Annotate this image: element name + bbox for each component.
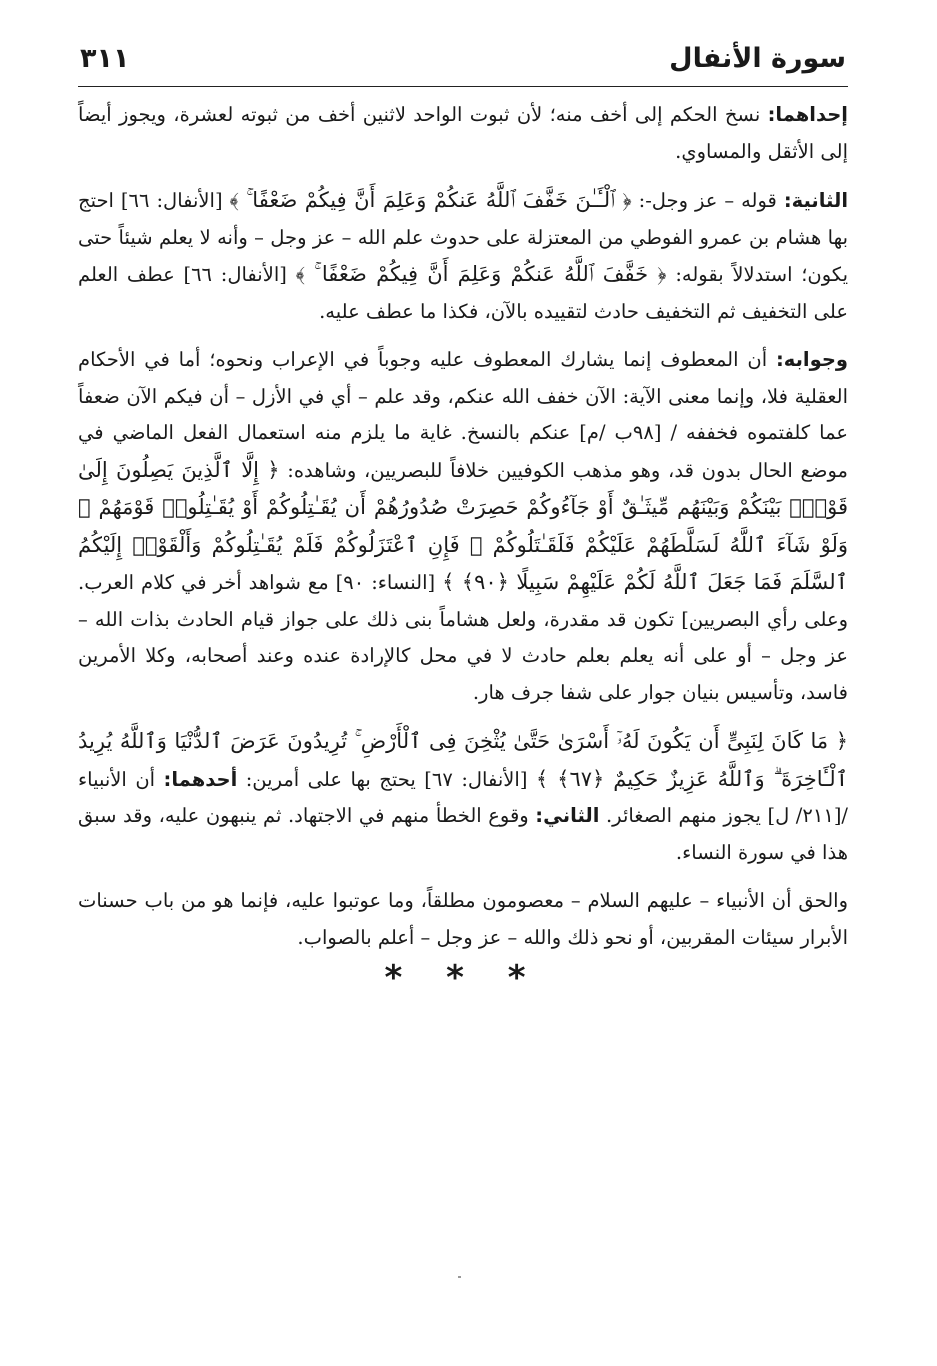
- surah-title: سورة الأنفال: [669, 42, 846, 74]
- page-body: [78, 87, 848, 998]
- paragraph-lead: الثانية:: [783, 189, 849, 212]
- page-header: [78, 30, 848, 87]
- paragraph-1: [78, 97, 848, 170]
- paragraph-text: والحق أن الأنبياء – عليهم السلام – معصومون مطلقاً، وما عوتبوا عليه، فإنما هو من باب حسنات الأبرار سيئات المقربين، أو نحو ذلك والله – عز وجل – أعلم بالصواب.: [78, 889, 848, 949]
- paragraph-text: نسخ الحكم إلى أخف منه؛ لأن ثبوت الواحد لاثنين أخف من ثبوته لعشرة، ويجوز أيضاً إلى الأثقل والمساوي.: [78, 103, 848, 163]
- paragraph-2: [78, 182, 848, 330]
- paragraph-lead: الثاني:: [535, 804, 600, 827]
- paragraph-5: [78, 883, 848, 956]
- paragraph-text: أن الأنبياء /[٢١١/ ل] يجوز منهم الصغائر.: [78, 767, 848, 827]
- paragraph-text: [النساء: ٩٠] مع شواهد أخر في كلام العرب. وعلى رأي البصريين] تكون قد مقدرة، ولعل هشاماً بنى ذلك على جواز قيام الحادث بذات الله – عز وجل – أو على أنه يعلم بعلم حادث لا في محل كالإرادة عنده وعند أصحابه، وكلا الأمرين فاسد، وتأسيس بنيان جوار على شفا جرف هار.: [78, 571, 848, 704]
- page-number: ٣١١: [80, 42, 130, 74]
- quran-verse: ﴿ ٱلْـَٔـٰنَ خَفَّفَ ٱللَّهُ عَنكُمْ وَعَلِمَ أَنَّ فِيكُمْ ضَعْفًا ۚ ﴾: [229, 188, 632, 212]
- paragraph-text: [الأنفال: ٦٦] عطف العلم على التخفيف ثم التخفيف حادث لتقييده بالآن، فكذا ما عطف عليه.: [78, 263, 848, 323]
- section-separator: * * *: [384, 958, 542, 998]
- quran-verse: ﴿ مَا كَانَ لِنَبِىٍّ أَن يَكُونَ لَهُۥٓ أَسْرَىٰ حَتَّىٰ يُثْخِنَ فِى ٱلْأَرْضِ ۚ تُرِيدُونَ عَرَضَ ٱلدُّنْيَا وَٱللَّهُ يُرِيدُ ٱلْـَٔاخِرَةَ ۗ وَٱللَّهُ عَزِيزٌ حَكِيمٌ ﴿٦٧﴾ ﴾: [78, 729, 848, 791]
- quran-verse: ﴿ إِلَّا ٱلَّذِينَ يَصِلُونَ إِلَىٰ قَوْمٍۭ بَيْنَكُمْ وَبَيْنَهُم مِّيثَـٰقٌ أَوْ جَآءُوكُمْ حَصِرَتْ صُدُورُهُمْ أَن يُقَـٰتِلُوكُمْ أَوْ يُقَـٰتِلُوا۟ قَوْمَهُمْ ۚ وَلَوْ شَآءَ ٱللَّهُ لَسَلَّطَهُمْ عَلَيْكُمْ فَلَقَـٰتَلُوكُمْ ۚ فَإِنِ ٱعْتَزَلُوكُمْ فَلَمْ يُقَـٰتِلُوكُمْ وَأَلْقَوْا۟ إِلَيْكُمُ ٱلسَّلَمَ فَمَا جَعَلَ ٱللَّهُ لَكُمْ عَلَيْهِمْ سَبِيلًا ﴿٩٠﴾ ﴾: [78, 457, 848, 594]
- paragraph-text: [الأنفال: ٦٦] احتج بها هشام بن عمرو الفوطي من المعتزلة على حدوث علم الله – عز وجل – وأنه لا يعلم شيئاً حتى يكون؛ استدلالاً بقوله:: [78, 189, 849, 286]
- paragraph-text: أن المعطوف إنما يشارك المعطوف عليه وجوباً في الإعراب ونحوه؛ أما في الأحكام العقلية فلا، وإنما معنى الآية: الآن خفف الله عنكم، وقد علم – أي في الأزل – أن فيكم الآن ضعفاً عما كلفتموه فخففه / [٩٨ب /م] عنكم بالنسخ. غاية ما يلزم منه استعمال الفعل الماضي في موضع الحال بدون قد، وهو مذهب الكوفيين خلافاً للبصريين، وشاهده:: [78, 348, 848, 482]
- book-page: [78, 30, 848, 998]
- quran-verse: ﴿ خَفَّفَ ٱللَّهُ عَنكُمْ وَعَلِمَ أَنَّ فِيكُمْ ضَعْفًا ۚ ﴾: [295, 262, 667, 286]
- paragraph-text: وقوع الخطأ منهم في الاجتهاد. ثم ينبهون عليه، وقد سبق هذا في سورة النساء.: [78, 804, 848, 864]
- paragraph-text: [الأنفال: ٦٧] يحتج بها على أمرين:: [237, 767, 536, 791]
- paragraph-4: [78, 723, 848, 871]
- scan-speck: [458, 1276, 461, 1278]
- paragraph-3: [78, 342, 848, 711]
- paragraph-lead: إحداهما:: [767, 103, 848, 126]
- paragraph-lead: أحدهما:: [163, 767, 238, 791]
- paragraph-lead: وجوابه:: [775, 348, 848, 371]
- paragraph-text: قوله – عز وجل-:: [631, 189, 784, 212]
